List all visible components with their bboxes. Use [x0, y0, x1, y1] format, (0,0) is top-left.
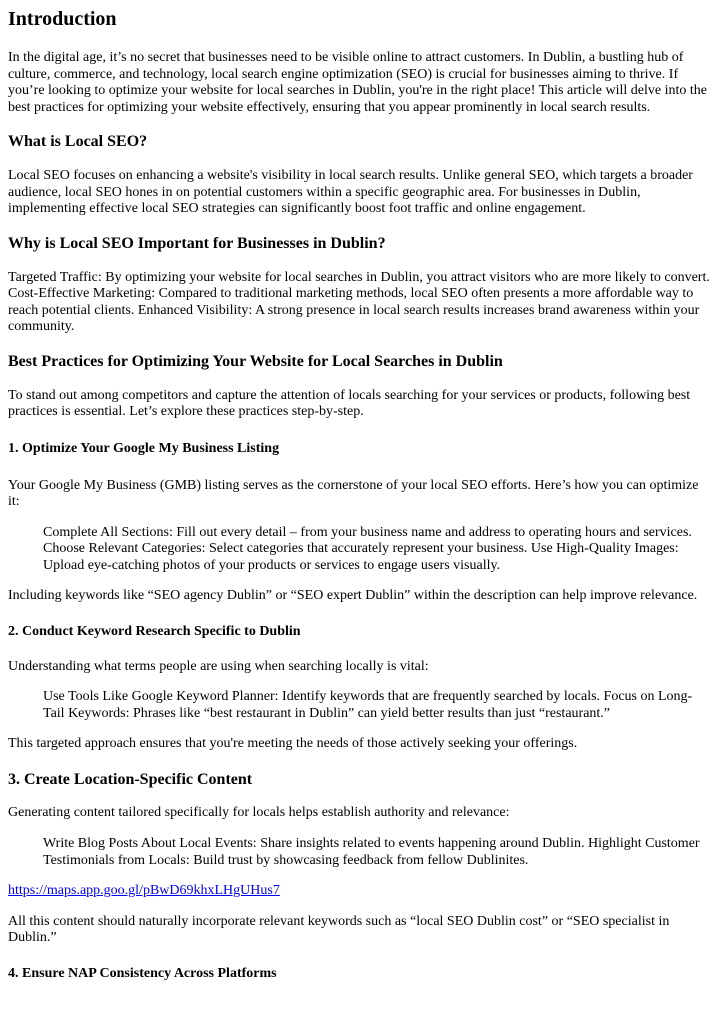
section-3-paragraph: Generating content tailored specifically for locals helps establish authority and relevance: [8, 804, 510, 820]
why-local-seo-paragraph: Targeted Traffic: By optimizing your website for local searches in Dublin, you attract visitors who are more likely to convert. Cost-Effective Marketing: Compared to traditional marketing methods, local SEO often presents a more affordable way to reach potential clients. Enhanced Visibility: A strong presence in local search results increases brand awareness within your community. [8, 269, 710, 334]
section-1-blockquote: Complete All Sections: Fill out every detail – from your business name and address to operating hours and services. Choose Relevant Categories: Select categories that accurately represent your business. Use High-Quality Images: Upload eye-catching photos of your products or services to engage users visually. [43, 524, 692, 573]
section-3-link-paragraph [8, 883, 712, 900]
section-1-paragraph: Your Google My Business (GMB) listing serves as the cornerstone of your local SEO efforts. Here’s how you can optimize it: [8, 477, 699, 509]
section-2-followup: This targeted approach ensures that you're meeting the needs of those actively seeking your offerings. [8, 736, 578, 751]
maps-link[interactable]: https://maps.app.goo.gl/pBwD69khxLHgUHus7 [8, 883, 280, 898]
section-2-paragraph: Understanding what terms people are using when searching locally is vital: [8, 658, 429, 674]
intro-paragraph: In the digital age, it’s no secret that businesses need to be visible online to attract customers. In Dublin, a bustling hub of culture, commerce, and technology, local search engine optimization (SEO) is crucial for businesses aiming to thrive. If you’re looking to optimize your website for local searches in Dublin, you're in the right place! This article will delve into the best practices for optimizing your website effectively, ensuring that you appear prominently in local search results. [8, 50, 707, 115]
section-2-blockquote: Use Tools Like Google Keyword Planner: Identify keywords that are frequently searched by locals. Focus on Long-Tail Keywords: Phrases like “best restaurant in Dublin” can yield better results than just “restaurant.” [43, 689, 693, 721]
section-1-followup: Including keywords like “SEO agency Dublin” or “SEO expert Dublin” within the description can help improve relevance. [8, 588, 698, 603]
best-practices-heading: Best Practices for Optimizing Your Website for Local Searches in Dublin [8, 352, 503, 370]
section-3-followup: All this content should naturally incorporate relevant keywords such as “local SEO Dublin cost” or “SEO specialist in Dublin.” [8, 913, 670, 945]
best-practices-paragraph: To stand out among competitors and capture the attention of locals searching for your services or products, following best practices is essential. Let’s explore these practices step-by-step. [8, 387, 691, 419]
section-3-blockquote: Write Blog Posts About Local Events: Share insights related to events happening around Dublin. Highlight Customer Testimonials from Locals: Build trust by showcasing feedback from fellow Dublinites. [43, 836, 700, 868]
section-3-heading: 3. Create Location-Specific Content [8, 770, 253, 788]
page-title: Introduction [8, 8, 117, 30]
why-local-seo-heading: Why is Local SEO Important for Businesses in Dublin? [8, 234, 386, 252]
what-is-local-seo-heading: What is Local SEO? [8, 133, 148, 150]
section-2-heading: 2. Conduct Keyword Research Specific to Dublin [8, 623, 301, 639]
section-4-heading: 4. Ensure NAP Consistency Across Platforms [8, 965, 277, 981]
what-is-local-seo-paragraph: Local SEO focuses on enhancing a website's visibility in local search results. Unlike general SEO, which targets a broader audience, local SEO hones in on potential customers within a specific geographic area. For businesses in Dublin, implementing effective local SEO strategies can significantly boost foot traffic and online engagement. [8, 168, 693, 216]
section-1-heading: 1. Optimize Your Google My Business Listing [8, 440, 280, 456]
